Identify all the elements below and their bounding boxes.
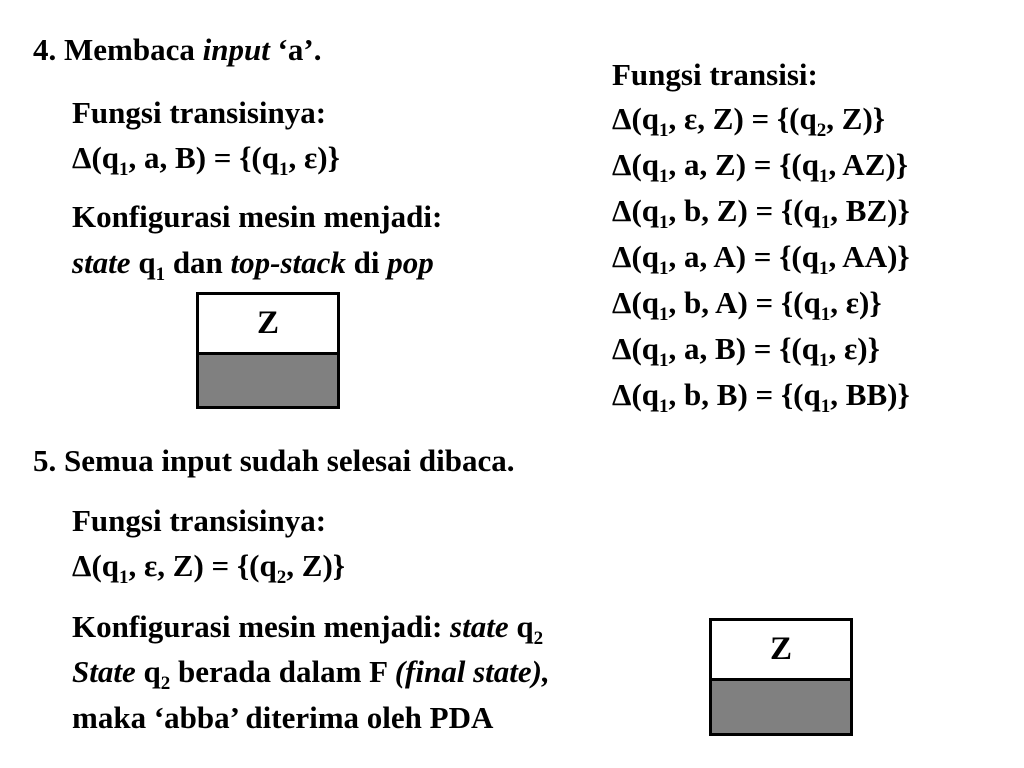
transition-rule: $\Delta(q_1$, ε, $Z) = \{(q_2$, Z)}	[612, 101, 885, 141]
state-word: State	[72, 654, 136, 689]
step4-heading-post: ‘a’.	[269, 32, 322, 67]
stack-diagram-step4	[196, 292, 340, 409]
step5-final-state	[72, 654, 550, 694]
step4-konfig-label: Konfigurasi mesin menjadi:	[72, 199, 443, 234]
step4-heading	[33, 32, 321, 68]
step4-heading-text: 4. Membaca	[33, 32, 203, 67]
step5-konfig	[72, 609, 544, 649]
pop-word: pop	[387, 245, 434, 280]
stack-top-cell: Z	[712, 621, 850, 681]
step4-fungsi-label: Fungsi transisinya:	[72, 95, 327, 130]
step5-fungsi-label: Fungsi transisinya:	[72, 503, 327, 538]
konfig-label: Konfigurasi mesin menjadi:	[72, 609, 451, 644]
final-mid: berada dalam F	[170, 654, 395, 689]
state-q: q	[138, 245, 156, 280]
step4-konfig-state	[72, 245, 434, 285]
transition-rule: $\Delta(q_1$, b, $A) = \{(q_1$, ε)}	[612, 285, 882, 325]
transition-rule: $\Delta(q_1$, b, $Z) = \{(q_1$, BZ)}	[612, 193, 910, 233]
state-sub: 2	[160, 673, 171, 694]
step5-conclusion: maka ‘abba’ diterima oleh PDA	[72, 700, 494, 735]
step4-heading-italic: input	[202, 32, 270, 67]
step5-transition: $\Delta(q_1$, ε, $Z) = \{(q_2$, Z)}	[72, 548, 345, 588]
dan-word: dan	[165, 245, 231, 280]
transition-rule: $\Delta(q_1$, a, $Z) = \{(q_1$, AZ)}	[612, 147, 908, 187]
di-word: di	[345, 245, 388, 280]
stack-diagram-step5	[709, 618, 853, 736]
step4-transition: $\Delta(q_1$, a, $B) = \{(q_1$, ε)}	[72, 140, 340, 180]
state-sub: 2	[533, 628, 544, 649]
stack-top-cell: Z	[199, 295, 337, 355]
state-q: q	[135, 654, 161, 689]
state-word: state	[72, 245, 131, 280]
step5-heading: 5. Semua input sudah selesai dibaca.	[33, 443, 515, 478]
transition-rule: $\Delta(q_1$, a, $B) = \{(q_1$, ε)}	[612, 331, 880, 371]
final-state-paren: (final state),	[394, 654, 550, 689]
transition-rule: $\Delta(q_1$, b, $B) = \{(q_1$, BB)}	[612, 377, 910, 417]
state-q: q	[508, 609, 534, 644]
transition-rule: $\Delta(q_1$, a, $A) = \{(q_1$, AA)}	[612, 239, 910, 279]
transitions-title: Fungsi transisi:	[612, 57, 818, 92]
state-word: state	[450, 609, 509, 644]
top-stack-word: top-stack	[230, 245, 346, 280]
state-sub: 1	[155, 264, 166, 285]
